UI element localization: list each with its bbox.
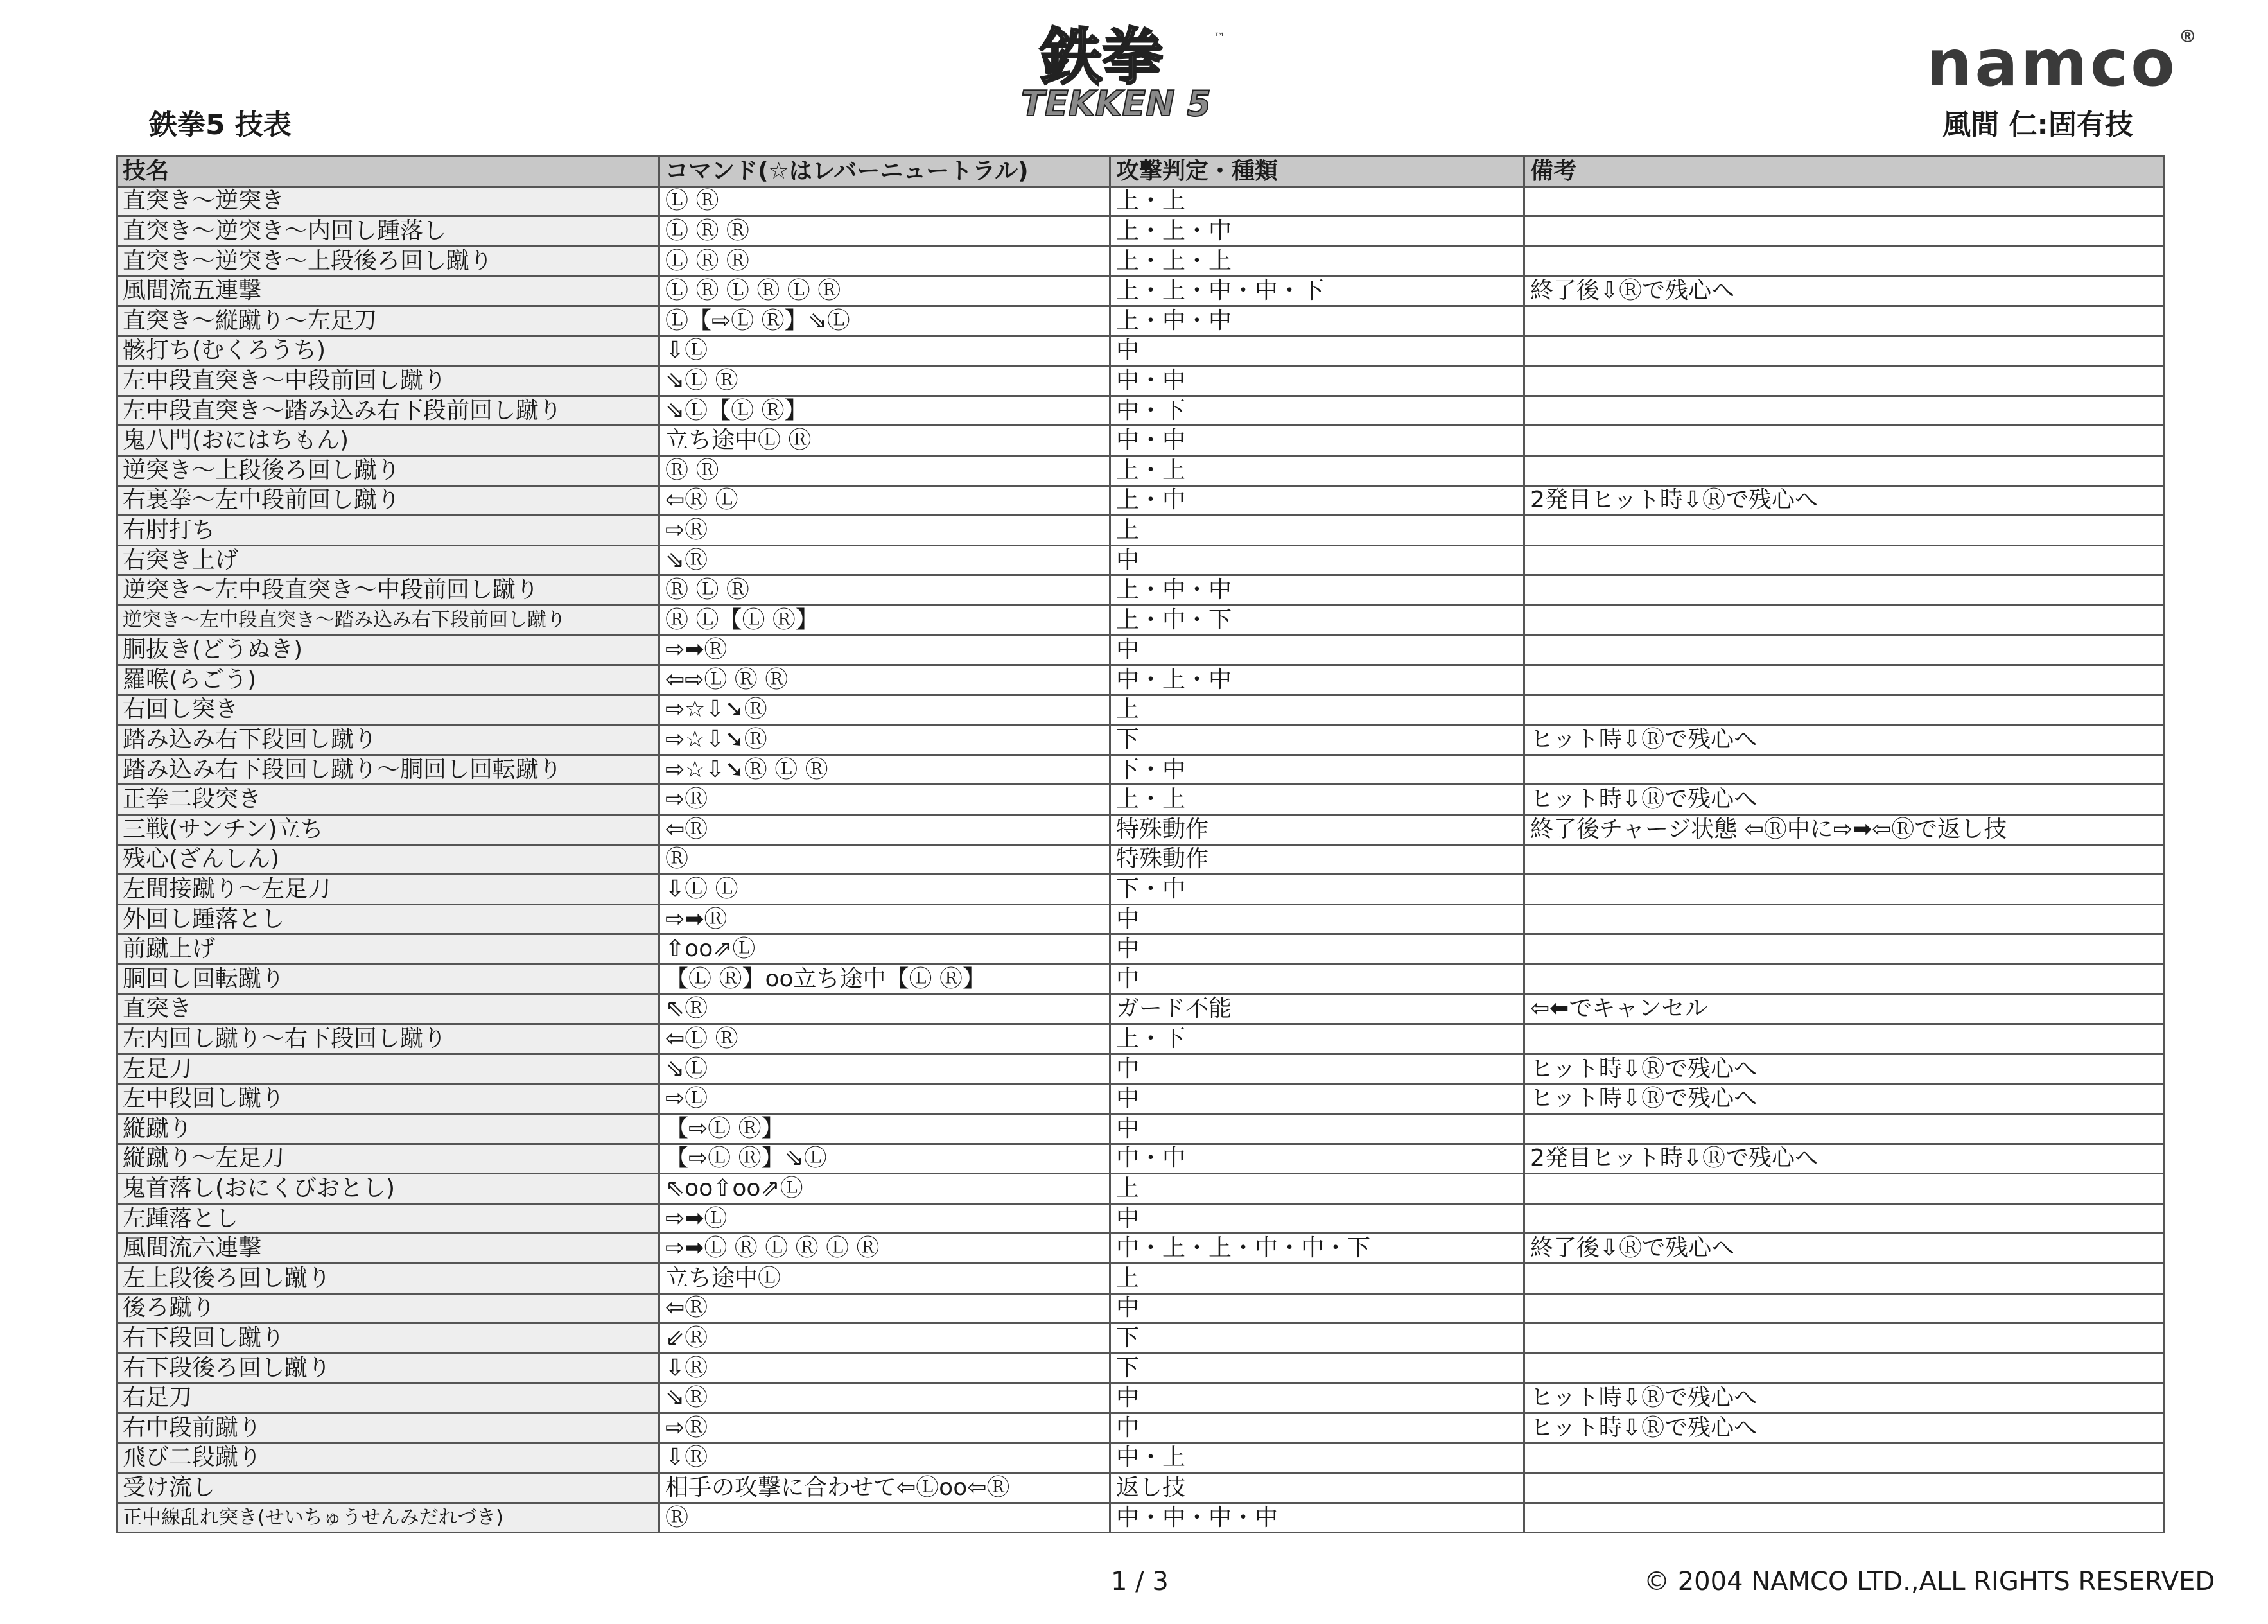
header-attack-type: 攻撃判定・種類 xyxy=(1110,157,1524,187)
move-name-cell: 右肘打ち xyxy=(117,516,659,546)
table-row xyxy=(117,1263,2164,1293)
notes-cell: ⇦⬅でキャンセル xyxy=(1524,994,2164,1024)
attack-type-cell: 中 xyxy=(1110,336,1524,366)
move-name-cell: 縦蹴り～左足刀 xyxy=(117,1144,659,1174)
attack-type-cell: 中・上 xyxy=(1110,1443,1524,1473)
header-notes: 備考 xyxy=(1524,157,2164,187)
move-name-cell: 左中段回し蹴り xyxy=(117,1084,659,1114)
attack-type-cell: 上 xyxy=(1110,1263,1524,1293)
attack-type-cell: 上・中・下 xyxy=(1110,605,1524,635)
command-cell: ⇙Ⓡ xyxy=(659,1323,1110,1354)
attack-type-cell: 上・上 xyxy=(1110,186,1524,216)
attack-type-cell: 特殊動作 xyxy=(1110,844,1524,875)
move-name-cell: 骸打ち(むくろうち) xyxy=(117,336,659,366)
attack-type-cell: 中 xyxy=(1110,1293,1524,1323)
doc-title: 鉄拳5 技表 xyxy=(149,109,292,141)
table-row xyxy=(117,276,2164,306)
move-name-cell: 逆突き～上段後ろ回し蹴り xyxy=(117,455,659,485)
command-cell: ⇧oo⇗Ⓛ xyxy=(659,934,1110,965)
notes-cell: ヒット時⇩Ⓡで残心へ xyxy=(1524,785,2164,815)
brand-mark: ® xyxy=(2178,26,2199,47)
command-cell: Ⓛ【⇨Ⓛ Ⓡ】⇘Ⓛ xyxy=(659,306,1110,336)
tekken5-logo-graphic xyxy=(1002,19,1271,128)
table-row xyxy=(117,366,2164,396)
notes-cell xyxy=(1524,844,2164,875)
command-cell: ⇨➡Ⓡ xyxy=(659,904,1110,934)
notes-cell xyxy=(1524,1024,2164,1054)
command-cell: ⇨➡Ⓛ Ⓡ Ⓛ Ⓡ Ⓛ Ⓡ xyxy=(659,1234,1110,1264)
table-row xyxy=(117,725,2164,755)
page-number: 1 / 3 xyxy=(1111,1567,1169,1596)
attack-type-cell: 下 xyxy=(1110,1353,1524,1383)
table-row xyxy=(117,186,2164,216)
attack-type-cell: 下 xyxy=(1110,725,1524,755)
notes-cell: ヒット時⇩Ⓡで残心へ xyxy=(1524,1084,2164,1114)
table-row xyxy=(117,1114,2164,1144)
command-cell: ⇦Ⓡ xyxy=(659,1293,1110,1323)
attack-type-cell: 中 xyxy=(1110,1114,1524,1144)
move-name-cell: 右下段後ろ回し蹴り xyxy=(117,1353,659,1383)
brand-text: namco xyxy=(1926,26,2177,101)
attack-type-cell: 上・中・中 xyxy=(1110,306,1524,336)
command-cell: ⇩Ⓡ xyxy=(659,1443,1110,1473)
attack-type-cell: 中 xyxy=(1110,1084,1524,1114)
table-row xyxy=(117,1144,2164,1174)
table-row xyxy=(117,1413,2164,1443)
table-row xyxy=(117,1293,2164,1323)
notes-cell: ヒット時⇩Ⓡで残心へ xyxy=(1524,1383,2164,1413)
command-cell: ⇨☆⇩➘Ⓡ xyxy=(659,695,1110,725)
command-cell: 相手の攻撃に合わせて⇦Ⓛoo⇦Ⓡ xyxy=(659,1473,1110,1503)
notes-cell xyxy=(1524,306,2164,336)
notes-cell: 2発目ヒット時⇩Ⓡで残心へ xyxy=(1524,1144,2164,1174)
command-cell: ⇘Ⓛ xyxy=(659,1054,1110,1084)
table-row xyxy=(117,336,2164,366)
attack-type-cell: 中 xyxy=(1110,965,1524,995)
notes-cell: 2発目ヒット時⇩Ⓡで残心へ xyxy=(1524,485,2164,516)
attack-type-cell: 上・下 xyxy=(1110,1024,1524,1054)
notes-cell xyxy=(1524,366,2164,396)
header-move-name: 技名 xyxy=(117,157,659,187)
table-row xyxy=(117,904,2164,934)
notes-cell xyxy=(1524,1473,2164,1503)
table-row xyxy=(117,785,2164,815)
move-rows xyxy=(117,186,2164,1533)
command-cell: ⇨☆⇩➘Ⓡ xyxy=(659,725,1110,755)
notes-cell: ヒット時⇩Ⓡで残心へ xyxy=(1524,725,2164,755)
command-cell: Ⓛ Ⓡ Ⓡ xyxy=(659,216,1110,247)
table-row xyxy=(117,1443,2164,1473)
move-name-cell: 受け流し xyxy=(117,1473,659,1503)
notes-cell xyxy=(1524,605,2164,635)
notes-cell xyxy=(1524,1203,2164,1234)
notes-cell xyxy=(1524,396,2164,426)
attack-type-cell: 中・中 xyxy=(1110,1144,1524,1174)
command-cell: Ⓛ Ⓡ Ⓛ Ⓡ Ⓛ Ⓡ xyxy=(659,276,1110,306)
move-name-cell: 右足刀 xyxy=(117,1383,659,1413)
table-row xyxy=(117,1353,2164,1383)
namco-logo xyxy=(1926,26,2199,101)
command-cell: ⇨☆⇩➘Ⓡ Ⓛ Ⓡ xyxy=(659,755,1110,785)
command-cell: ⇩Ⓛ Ⓛ xyxy=(659,875,1110,905)
table-row xyxy=(117,605,2164,635)
table-row xyxy=(117,1383,2164,1413)
command-cell: ⇘Ⓡ xyxy=(659,1383,1110,1413)
move-name-cell: 右下段回し蹴り xyxy=(117,1323,659,1354)
move-name-cell: 直突き xyxy=(117,994,659,1024)
command-cell: ⇘Ⓛ Ⓡ xyxy=(659,366,1110,396)
command-cell: ⇦Ⓛ Ⓡ xyxy=(659,1024,1110,1054)
move-name-cell: 左踵落とし xyxy=(117,1203,659,1234)
command-cell: 【⇨Ⓛ Ⓡ】⇘Ⓛ xyxy=(659,1144,1110,1174)
attack-type-cell: 特殊動作 xyxy=(1110,815,1524,845)
attack-type-cell: 中・中 xyxy=(1110,366,1524,396)
move-name-cell: 残心(ざんしん) xyxy=(117,844,659,875)
notes-cell xyxy=(1524,1263,2164,1293)
notes-cell xyxy=(1524,934,2164,965)
move-name-cell: 縦蹴り xyxy=(117,1114,659,1144)
move-name-cell: 外回し踵落とし xyxy=(117,904,659,934)
notes-cell xyxy=(1524,1443,2164,1473)
command-cell: 立ち途中Ⓛ Ⓡ xyxy=(659,426,1110,456)
command-cell: Ⓡ Ⓡ xyxy=(659,455,1110,485)
notes-cell xyxy=(1524,186,2164,216)
table-row xyxy=(117,1323,2164,1354)
command-cell: ⇨Ⓡ xyxy=(659,516,1110,546)
notes-cell xyxy=(1524,665,2164,695)
attack-type-cell: 中・下 xyxy=(1110,396,1524,426)
table-header-row xyxy=(117,157,2164,187)
table-row xyxy=(117,844,2164,875)
command-cell: ⇘Ⓛ【Ⓛ Ⓡ】 xyxy=(659,396,1110,426)
attack-type-cell: 上 xyxy=(1110,516,1524,546)
command-cell: Ⓡ Ⓛ Ⓡ xyxy=(659,575,1110,606)
notes-cell xyxy=(1524,1114,2164,1144)
table-row xyxy=(117,545,2164,575)
move-name-cell: 直突き～逆突き xyxy=(117,186,659,216)
notes-cell xyxy=(1524,755,2164,785)
attack-type-cell: 下・中 xyxy=(1110,755,1524,785)
attack-type-cell: 上・上 xyxy=(1110,455,1524,485)
table-row xyxy=(117,934,2164,965)
table-row xyxy=(117,1024,2164,1054)
copyright: © 2004 NAMCO LTD.,ALL RIGHTS RESERVED xyxy=(1644,1567,2215,1596)
move-name-cell: 風間流五連撃 xyxy=(117,276,659,306)
notes-cell xyxy=(1524,875,2164,905)
move-name-cell: 左足刀 xyxy=(117,1054,659,1084)
tekken5-logo xyxy=(1002,19,1271,128)
notes-cell: 終了後チャージ状態 ⇦Ⓡ中に⇨➡⇦Ⓡで返し技 xyxy=(1524,815,2164,845)
notes-cell: 終了後⇩Ⓡで残心へ xyxy=(1524,276,2164,306)
table-row xyxy=(117,306,2164,336)
logo-kanji: 鉄拳 xyxy=(1040,21,1164,93)
move-name-cell: 左間接蹴り～左足刀 xyxy=(117,875,659,905)
table-row xyxy=(117,1174,2164,1204)
table-row xyxy=(117,1054,2164,1084)
notes-cell xyxy=(1524,1503,2164,1533)
attack-type-cell: 中 xyxy=(1110,635,1524,665)
command-cell: 【⇨Ⓛ Ⓡ】 xyxy=(659,1114,1110,1144)
command-cell: Ⓛ Ⓡ Ⓡ xyxy=(659,246,1110,276)
move-name-cell: 左中段直突き～中段前回し蹴り xyxy=(117,366,659,396)
table-row xyxy=(117,1503,2164,1533)
table-row xyxy=(117,485,2164,516)
move-name-cell: 羅喉(らごう) xyxy=(117,665,659,695)
attack-type-cell: 中 xyxy=(1110,1054,1524,1084)
attack-type-cell: 中・中・中・中 xyxy=(1110,1503,1524,1533)
character-title: 風間 仁:固有技 xyxy=(1942,109,2133,141)
notes-cell xyxy=(1524,695,2164,725)
attack-type-cell: 中 xyxy=(1110,545,1524,575)
attack-type-cell: 中・中 xyxy=(1110,426,1524,456)
notes-cell xyxy=(1524,336,2164,366)
notes-cell xyxy=(1524,216,2164,247)
command-cell: ⇨➡Ⓛ xyxy=(659,1203,1110,1234)
notes-cell xyxy=(1524,246,2164,276)
attack-type-cell: 中 xyxy=(1110,1383,1524,1413)
move-name-cell: 正拳二段突き xyxy=(117,785,659,815)
command-cell: ⇦⇨Ⓛ Ⓡ Ⓡ xyxy=(659,665,1110,695)
move-name-cell: 鬼八門(おにはちもん) xyxy=(117,426,659,456)
move-name-cell: 踏み込み右下段回し蹴り～胴回し回転蹴り xyxy=(117,755,659,785)
table-row xyxy=(117,755,2164,785)
attack-type-cell: 上・上 xyxy=(1110,785,1524,815)
notes-cell xyxy=(1524,635,2164,665)
table-row xyxy=(117,426,2164,456)
table-row xyxy=(117,216,2164,247)
move-name-cell: 前蹴上げ xyxy=(117,934,659,965)
move-name-cell: 左中段直突き～踏み込み右下段前回し蹴り xyxy=(117,396,659,426)
attack-type-cell: 上・上・中 xyxy=(1110,216,1524,247)
command-cell: 【Ⓛ Ⓡ】oo立ち途中【Ⓛ Ⓡ】 xyxy=(659,965,1110,995)
move-list-table xyxy=(116,155,2165,1533)
table-row xyxy=(117,455,2164,485)
attack-type-cell: ガード不能 xyxy=(1110,994,1524,1024)
table-row xyxy=(117,635,2164,665)
move-name-cell: 胴回し回転蹴り xyxy=(117,965,659,995)
command-cell: ⇖oo⇧oo⇗Ⓛ xyxy=(659,1174,1110,1204)
table-row xyxy=(117,1234,2164,1264)
notes-cell xyxy=(1524,455,2164,485)
table-row xyxy=(117,815,2164,845)
notes-cell xyxy=(1524,1293,2164,1323)
move-name-cell: 左上段後ろ回し蹴り xyxy=(117,1263,659,1293)
attack-type-cell: 上 xyxy=(1110,695,1524,725)
attack-type-cell: 中・上・上・中・中・下 xyxy=(1110,1234,1524,1264)
move-name-cell: 左内回し蹴り～右下段回し蹴り xyxy=(117,1024,659,1054)
command-cell: ⇨Ⓛ xyxy=(659,1084,1110,1114)
move-name-cell: 右裏拳～左中段前回し蹴り xyxy=(117,485,659,516)
notes-cell xyxy=(1524,516,2164,546)
notes-cell xyxy=(1524,1174,2164,1204)
table-row xyxy=(117,246,2164,276)
attack-type-cell: 下・中 xyxy=(1110,875,1524,905)
move-name-cell: 直突き～逆突き～上段後ろ回し蹴り xyxy=(117,246,659,276)
move-name-cell: 飛び二段蹴り xyxy=(117,1443,659,1473)
attack-type-cell: 中 xyxy=(1110,934,1524,965)
move-name-cell: 右突き上げ xyxy=(117,545,659,575)
notes-cell: 終了後⇩Ⓡで残心へ xyxy=(1524,1234,2164,1264)
attack-type-cell: 中・上・中 xyxy=(1110,665,1524,695)
attack-type-cell: 上 xyxy=(1110,1174,1524,1204)
table-row xyxy=(117,695,2164,725)
notes-cell xyxy=(1524,426,2164,456)
command-cell: 立ち途中Ⓛ xyxy=(659,1263,1110,1293)
move-name-cell: 三戦(サンチン)立ち xyxy=(117,815,659,845)
notes-cell xyxy=(1524,965,2164,995)
table-row xyxy=(117,994,2164,1024)
notes-cell xyxy=(1524,545,2164,575)
header-command: コマンド(☆はレバーニュートラル) xyxy=(659,157,1110,187)
notes-cell xyxy=(1524,1353,2164,1383)
move-name-cell: 直突き～縦蹴り～左足刀 xyxy=(117,306,659,336)
notes-cell xyxy=(1524,1323,2164,1354)
command-cell: ⇖Ⓡ xyxy=(659,994,1110,1024)
attack-type-cell: 上・上・中・中・下 xyxy=(1110,276,1524,306)
move-name-cell: 風間流六連撃 xyxy=(117,1234,659,1264)
logo-tekken: TEKKEN 5 xyxy=(1021,83,1211,124)
notes-cell: ヒット時⇩Ⓡで残心へ xyxy=(1524,1054,2164,1084)
move-name-cell: 踏み込み右下段回し蹴り xyxy=(117,725,659,755)
command-cell: ⇘Ⓡ xyxy=(659,545,1110,575)
move-name-cell: 胴抜き(どうぬき) xyxy=(117,635,659,665)
command-cell: ⇦Ⓡ Ⓛ xyxy=(659,485,1110,516)
table-row xyxy=(117,1203,2164,1234)
command-cell: ⇨➡Ⓡ xyxy=(659,635,1110,665)
notes-cell xyxy=(1524,575,2164,606)
notes-cell: ヒット時⇩Ⓡで残心へ xyxy=(1524,1413,2164,1443)
command-cell: ⇨Ⓡ xyxy=(659,1413,1110,1443)
command-cell: Ⓡ xyxy=(659,1503,1110,1533)
command-cell: ⇩Ⓛ xyxy=(659,336,1110,366)
table-row xyxy=(117,516,2164,546)
command-cell: ⇨Ⓡ xyxy=(659,785,1110,815)
command-cell: Ⓡ Ⓛ【Ⓛ Ⓡ】 xyxy=(659,605,1110,635)
attack-type-cell: 上・中・中 xyxy=(1110,575,1524,606)
command-cell: ⇦Ⓡ xyxy=(659,815,1110,845)
table-row xyxy=(117,575,2164,606)
move-name-cell: 右回し突き xyxy=(117,695,659,725)
table-row xyxy=(117,875,2164,905)
move-name-cell: 正中線乱れ突き(せいちゅうせんみだれづき) xyxy=(117,1503,659,1533)
move-name-cell: 鬼首落し(おにくびおとし) xyxy=(117,1174,659,1204)
move-name-cell: 逆突き～左中段直突き～踏み込み右下段前回し蹴り xyxy=(117,605,659,635)
svg-text:™: ™ xyxy=(1214,31,1225,44)
command-cell: Ⓡ xyxy=(659,844,1110,875)
table-row xyxy=(117,396,2164,426)
move-name-cell: 逆突き～左中段直突き～中段前回し蹴り xyxy=(117,575,659,606)
attack-type-cell: 中 xyxy=(1110,904,1524,934)
table-row xyxy=(117,1084,2164,1114)
move-name-cell: 直突き～逆突き～内回し踵落し xyxy=(117,216,659,247)
command-cell: Ⓛ Ⓡ xyxy=(659,186,1110,216)
attack-type-cell: 上・上・上 xyxy=(1110,246,1524,276)
attack-type-cell: 中 xyxy=(1110,1203,1524,1234)
attack-type-cell: 上・中 xyxy=(1110,485,1524,516)
attack-type-cell: 中 xyxy=(1110,1413,1524,1443)
move-name-cell: 後ろ蹴り xyxy=(117,1293,659,1323)
attack-type-cell: 下 xyxy=(1110,1323,1524,1354)
table-row xyxy=(117,965,2164,995)
table-row xyxy=(117,1473,2164,1503)
command-cell: ⇩Ⓡ xyxy=(659,1353,1110,1383)
move-name-cell: 右中段前蹴り xyxy=(117,1413,659,1443)
attack-type-cell: 返し技 xyxy=(1110,1473,1524,1503)
notes-cell xyxy=(1524,904,2164,934)
table-row xyxy=(117,665,2164,695)
